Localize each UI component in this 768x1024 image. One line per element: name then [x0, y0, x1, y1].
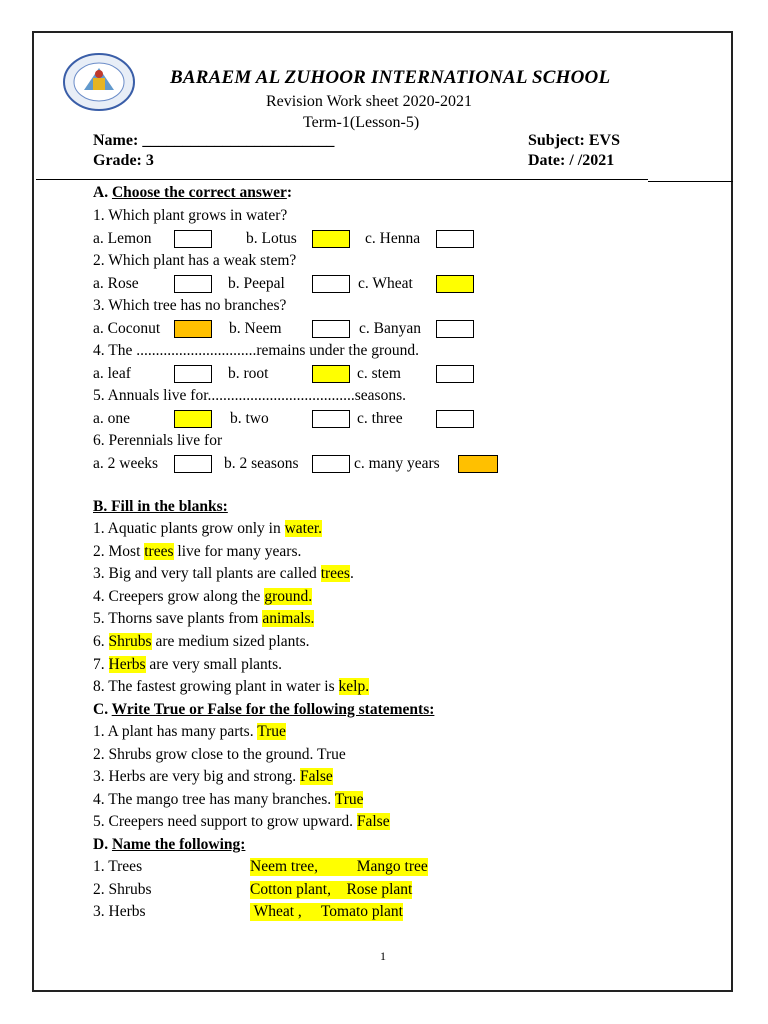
item-text: . [349, 565, 354, 583]
option-label: a. one [93, 410, 131, 427]
answer-highlight: trees [144, 542, 174, 560]
answer-checkbox[interactable] [174, 365, 212, 383]
option-label: c. many years [354, 455, 440, 472]
answer-value: False [356, 813, 390, 831]
item-text: 8. The fastest growing plant in water is [93, 678, 339, 696]
item-text: live for many years. [173, 542, 302, 560]
fill-blank-item [93, 588, 312, 606]
option-label: b. Peepal [228, 275, 285, 292]
category-label: 3. Herbs [93, 903, 146, 921]
fill-blank-item [93, 565, 354, 583]
true-false-item [93, 791, 363, 809]
statement-text: 3. Herbs are very big and strong. [93, 768, 301, 786]
item-text: are very small plants. [145, 655, 282, 673]
date-label: Date: / /2021 [528, 152, 615, 169]
header-rule-left [36, 179, 648, 180]
fill-blank-item [93, 543, 301, 561]
option-label: a. Rose [93, 275, 139, 292]
answer-highlight: Herbs [108, 655, 146, 673]
answer-value: False [300, 768, 333, 786]
worksheet-subtitle: Revision Work sheet 2020-2021 [266, 93, 472, 110]
option-label: c. Banyan [359, 320, 421, 337]
statement-text: 2. Shrubs grow close to the ground. [93, 745, 318, 763]
fill-blank-item [93, 678, 369, 696]
answer-checkbox[interactable] [312, 455, 350, 473]
answer-value: True [257, 723, 286, 740]
answer-checkbox[interactable] [174, 455, 212, 473]
true-false-item [93, 723, 286, 741]
item-text: 5. Thorns save plants from [93, 610, 263, 628]
true-false-item [93, 768, 333, 786]
option-label: b. 2 seasons [224, 455, 299, 472]
statement-text: 5. Creepers need support to grow upward. [93, 813, 357, 831]
category-label: 2. Shrubs [93, 880, 152, 898]
answer-checkbox[interactable] [436, 230, 474, 248]
page-number: 1 [380, 949, 386, 963]
option-label: a. 2 weeks [93, 455, 158, 472]
fill-blank-item [93, 520, 322, 538]
category-answer: Wheat , Tomato plant [250, 903, 403, 921]
answer-checkbox[interactable] [174, 230, 212, 248]
answer-checkbox[interactable] [312, 230, 350, 248]
answer-checkbox[interactable] [436, 275, 474, 293]
answer-checkbox[interactable] [458, 455, 498, 473]
answer-checkbox[interactable] [436, 365, 474, 383]
question-text: 3. Which tree has no branches? [93, 297, 287, 314]
answer-highlight: water. [284, 520, 323, 537]
option-label: b. root [228, 365, 269, 382]
option-label: c. Wheat [358, 275, 413, 292]
section-a-title: A. Choose the correct answer: [93, 184, 293, 201]
option-label: c. three [357, 410, 403, 427]
question-text: 5. Annuals live for......................................seasons. [93, 387, 406, 404]
option-label: c. stem [357, 365, 401, 382]
grade-label: Grade: 3 [93, 152, 154, 169]
category-answer: Neem tree, Mango tree [250, 858, 428, 875]
true-false-item [93, 746, 346, 764]
option-label: c. Henna [365, 230, 421, 247]
section-c-title: C. Write True or False for the following statements: [93, 701, 435, 718]
name-field: Name: ________________________ [93, 132, 335, 149]
item-text: 4. Creepers grow along the [93, 587, 265, 605]
section-d-title: D. Name the following: [93, 836, 246, 853]
answer-checkbox[interactable] [174, 410, 212, 428]
fill-blank-item [93, 656, 282, 674]
question-text: 2. Which plant has a weak stem? [93, 252, 297, 269]
answer-highlight: ground. [264, 587, 313, 605]
answer-value: True [334, 790, 364, 808]
answer-checkbox[interactable] [312, 410, 350, 428]
statement-text: 1. A plant has many parts. [93, 723, 258, 740]
true-false-item [93, 813, 390, 831]
answer-checkbox[interactable] [174, 275, 212, 293]
answer-highlight: kelp. [338, 678, 370, 696]
section-b-title: B. Fill in the blanks: [93, 498, 228, 515]
answer-highlight: animals. [262, 610, 315, 628]
answer-highlight: trees [320, 565, 350, 583]
question-text: 6. Perennials live for [93, 432, 223, 449]
answer-value: True [317, 745, 346, 763]
answer-checkbox[interactable] [436, 320, 474, 338]
question-text: 4. The ...............................remains under the ground. [93, 342, 420, 359]
fill-blank-item [93, 610, 314, 628]
option-label: a. leaf [93, 365, 131, 382]
subject-label: Subject: EVS [528, 132, 621, 149]
item-text: are medium sized plants. [151, 633, 310, 650]
item-text: 3. Big and very tall plants are called [93, 565, 321, 583]
answer-highlight: Shrubs [108, 633, 152, 650]
school-name: BARAEM AL ZUHOOR INTERNATIONAL SCHOOL [170, 67, 611, 88]
item-text: 2. Most [93, 542, 145, 560]
answer-checkbox[interactable] [312, 365, 350, 383]
item-text: 6. [93, 633, 109, 650]
answer-checkbox[interactable] [436, 410, 474, 428]
category-label: 1. Trees [93, 858, 143, 875]
option-label: a. Coconut [93, 320, 161, 337]
option-label: b. Neem [229, 320, 282, 337]
fill-blank-item [93, 633, 310, 651]
header-rule-right [648, 181, 733, 182]
school-crest-icon [62, 52, 136, 112]
question-text: 1. Which plant grows in water? [93, 207, 288, 224]
answer-checkbox[interactable] [312, 320, 350, 338]
answer-checkbox[interactable] [174, 320, 212, 338]
option-label: b. Lotus [246, 230, 297, 247]
option-label: a. Lemon [93, 230, 152, 247]
item-text: 7. [93, 655, 109, 673]
option-label: b. two [230, 410, 269, 427]
item-text: 1. Aquatic plants grow only in [93, 520, 285, 537]
answer-checkbox[interactable] [312, 275, 350, 293]
statement-text: 4. The mango tree has many branches. [93, 790, 335, 808]
term-label: Term-1(Lesson-5) [303, 114, 420, 131]
category-answer: Cotton plant, Rose plant [250, 880, 413, 898]
